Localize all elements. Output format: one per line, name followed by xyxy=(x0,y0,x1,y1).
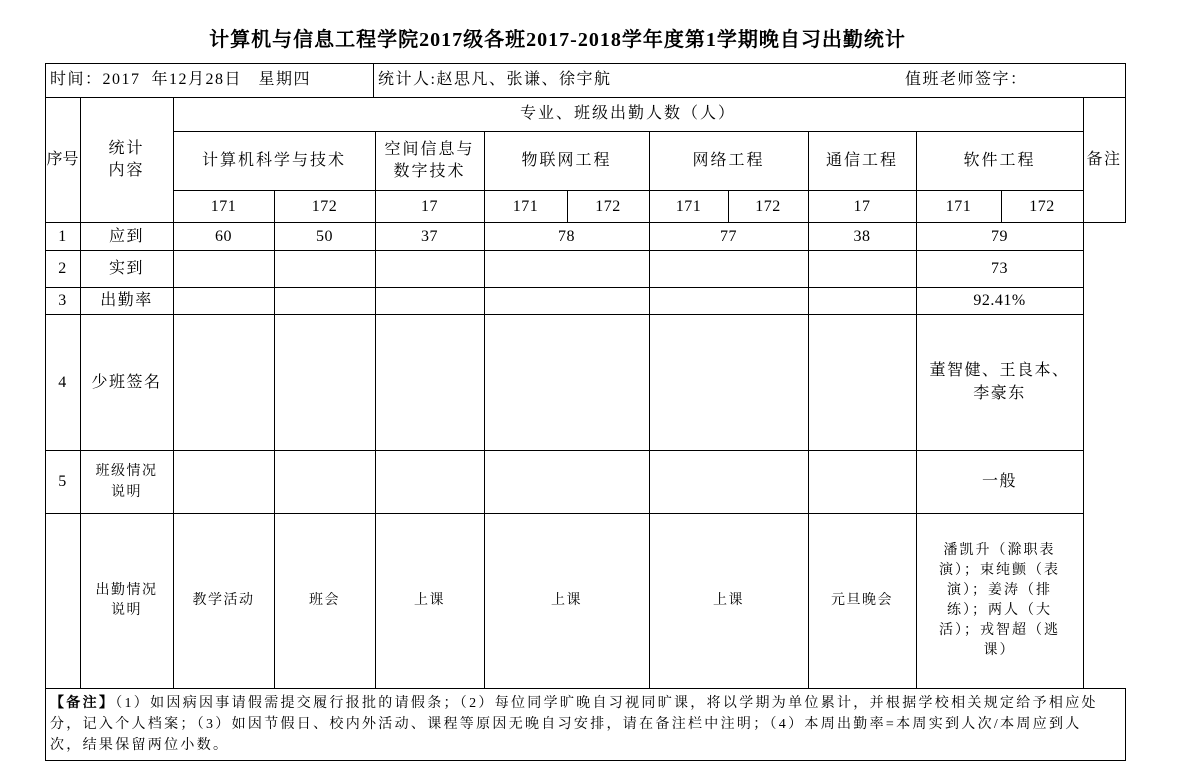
expected-cs172-cell: 50 xyxy=(316,227,333,245)
grid-line xyxy=(1125,63,1126,222)
signature-spatial17-cell xyxy=(375,314,484,450)
statistician-field: 统计人:赵思凡、张谦、徐宇航 xyxy=(378,71,612,88)
situation-cs171-cell xyxy=(173,450,274,513)
notes-comm17-cell: 元旦晚会 xyxy=(831,592,893,608)
notes-iot-cell: 上课 xyxy=(551,592,582,608)
major-network: 网络工程 xyxy=(692,151,765,169)
class-cs-171: 171 xyxy=(210,197,237,215)
actual-network-cell xyxy=(649,250,808,287)
row-label-attendance-rate: 出勤率 xyxy=(100,292,153,309)
notes-software-cell: 潘凯升（滁职表 演）；束纯颤（表 演）；姜涛（排 练）；两人（大 活）；戎智超（逃 课） xyxy=(939,542,1060,658)
situation-cs172-cell xyxy=(274,450,375,513)
rate-comm17-cell xyxy=(808,287,916,314)
notes-cs172-cell: 班会 xyxy=(309,592,340,608)
footnote-label: 【备注】 xyxy=(50,696,116,711)
class-iot-171: 171 xyxy=(512,197,539,215)
actual-spatial17-cell xyxy=(375,250,484,287)
actual-comm17-cell xyxy=(808,250,916,287)
rate-cs171-cell xyxy=(173,287,274,314)
row-label-monitor-signature: 少班签名 xyxy=(91,373,162,391)
signature-iot-cell xyxy=(484,314,649,450)
signature-network-cell xyxy=(649,314,808,450)
major-communication: 通信工程 xyxy=(825,151,898,169)
signature-comm17-cell xyxy=(808,314,916,450)
major-software: 软件工程 xyxy=(963,151,1036,169)
notes-cs171-cell: 教学活动 xyxy=(192,592,255,608)
actual-software-cell: 73 xyxy=(991,260,1008,277)
header-seq: 序号 xyxy=(46,151,79,168)
footnote xyxy=(45,688,1126,761)
class-network-172: 172 xyxy=(755,197,781,215)
major-computer-science: 计算机科学与技术 xyxy=(201,151,346,169)
signature-cs172-cell xyxy=(274,314,375,450)
header-group: 专业、班级出勤人数（人） xyxy=(519,105,736,122)
notes-spatial17-cell: 上课 xyxy=(414,592,445,608)
footnote-body xyxy=(50,693,1098,756)
date-field: 时间：2017 年12月28日 星期四 xyxy=(50,71,312,88)
class-software-171: 171 xyxy=(945,197,972,215)
expected-network-cell: 77 xyxy=(720,227,737,245)
actual-cs172-cell xyxy=(274,250,375,287)
expected-comm17-cell: 38 xyxy=(853,227,871,245)
signature-cs171-cell xyxy=(173,314,274,450)
signature-software-cell: 董智健、王良本、 李豪东 xyxy=(929,362,1070,402)
teacher-signature-field: 值班老师签字： xyxy=(905,71,1028,88)
row-label-actual: 实到 xyxy=(108,260,144,277)
class-software-172: 172 xyxy=(1029,197,1055,215)
expected-iot-cell: 78 xyxy=(558,227,575,245)
row-number: 2 xyxy=(58,260,67,277)
expected-software-cell: 79 xyxy=(991,227,1008,245)
situation-spatial17-cell xyxy=(375,450,484,513)
footnote-text: （1）如因病因事请假需提交履行报批的请假条；（2）每位同学旷晚自习视同旷课，将以学期为单位累计，并根据学校相关规定给予相应处 分，记入个人档案；（3）如因节假日、校内外活动、课程等原因无晚自习安排，请在备注栏中注明；（4）本周出勤率=本周实到人次/本周应到人 次，结果保留两位小数。 xyxy=(50,696,1098,753)
rate-iot-cell xyxy=(484,287,649,314)
row-number: 3 xyxy=(58,292,67,309)
row-label-class-situation: 班级情况 说明 xyxy=(95,463,158,500)
situation-iot-cell xyxy=(484,450,649,513)
class-iot-172: 172 xyxy=(595,197,621,215)
major-spatial-information: 空间信息与 数字技术 xyxy=(384,140,475,180)
row-label-expected: 应到 xyxy=(108,227,144,245)
class-communication-17: 17 xyxy=(853,197,871,215)
row-number xyxy=(45,513,80,688)
row-number: 4 xyxy=(58,373,67,391)
actual-iot-cell xyxy=(484,250,649,287)
rate-network-cell xyxy=(649,287,808,314)
row-number: 5 xyxy=(58,473,67,490)
situation-software-cell: 一般 xyxy=(981,473,1017,490)
class-network-171: 171 xyxy=(675,197,702,215)
row-number: 1 xyxy=(58,227,67,245)
notes-network-cell: 上课 xyxy=(713,592,744,608)
actual-cs171-cell xyxy=(173,250,274,287)
class-spatial-17: 17 xyxy=(421,197,438,215)
rate-cs172-cell xyxy=(274,287,375,314)
sheet-title: 计算机与信息工程学院2017级各班2017-2018学年度第1学期晚自习出勤统计 xyxy=(209,29,906,51)
expected-spatial17-cell: 37 xyxy=(421,227,438,245)
grid-line xyxy=(373,63,374,97)
situation-comm17-cell xyxy=(808,450,916,513)
expected-cs171-cell: 60 xyxy=(215,227,232,245)
class-cs-172: 172 xyxy=(311,197,338,215)
rate-software-cell: 92.41% xyxy=(973,292,1026,309)
row-label-attendance-notes: 出勤情况 说明 xyxy=(95,582,158,618)
situation-network-cell xyxy=(649,450,808,513)
rate-spatial17-cell xyxy=(375,287,484,314)
header-remark: 备注 xyxy=(1086,151,1122,168)
major-iot: 物联网工程 xyxy=(521,151,612,169)
header-content: 统计 内容 xyxy=(108,139,145,179)
